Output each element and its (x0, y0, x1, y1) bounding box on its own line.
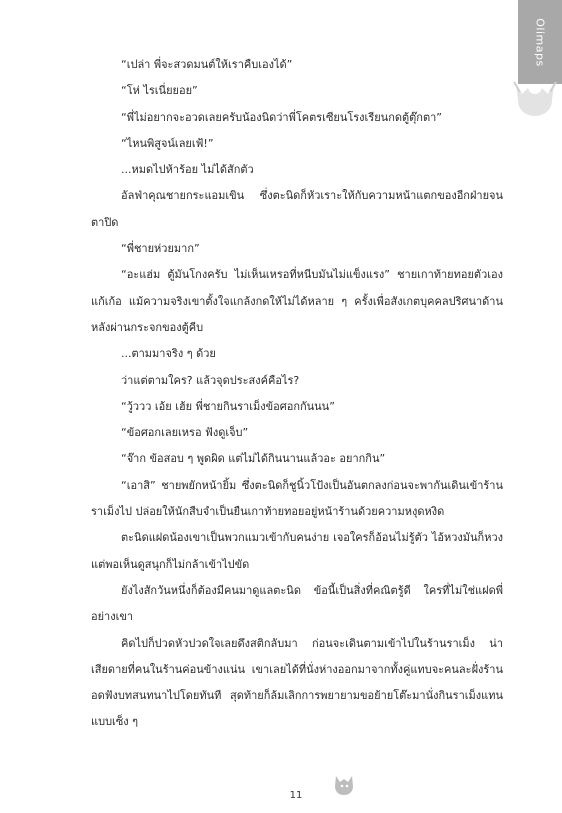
brand-side-tab-label: Olimaps (533, 17, 547, 67)
paragraph: คิดไปก็ปวดหัวปวดใจเลยดึงสติกลับมา ก่อนจะเดินตามเข้าไปในร้านราเม็ง น่าเสียดายที่คนในร้านค่อนข้างแน่น เขาเลยได้ที่นั่งห่างออกมาจากทั้งคู่แทบจะคนละฝั่งร้าน อดฟังบทสนทนาไปโดยทันที สุดท้ายก็ล้มเลิกการพยายามขอย้ายโต๊ะมานั่งกินราเม็งแทนแบบเซ็ง ๆ (91, 636, 503, 729)
paragraph: “เอาสิ” ชายพยักหน้ายิ้ม ซึ่งตะนิดก็ชูนิ้วโป้งเป็นอันตกลงก่อนจะพากันเดินเข้าร้านราเม็งไป ปล่อยให้นักสืบจำเป็นยืนเกาท้ายทอยอยู่หน้าร้านด้วยความหงุดหงิด (91, 478, 503, 519)
paragraph: “วู้ววว เอ้ย เฮ้ย พี่ชายกินราเม็งข้อศอกกันนน” (121, 399, 335, 413)
page-footer (0, 772, 562, 812)
paragraph: ...หมดไปห้าร้อย ไม่ได้สักตัว (121, 163, 254, 177)
paragraph: “ข้อศอกเลยเหรอ ฟังดูเจ็บ” (121, 426, 249, 440)
cat-icon (332, 772, 358, 796)
paragraph: “โห่ ไรเนี่ยยอย” (121, 84, 198, 98)
paragraph: “เปล่า พี่จะสวดมนต์ให้เราคืบเองได้” (121, 58, 293, 71)
cat-silhouette-icon (508, 78, 562, 118)
paragraph: “ไหนพิสูจน์เลยเฟ้!” (121, 136, 214, 150)
story-text (91, 52, 503, 736)
paragraph: “พี่ไม่อยากจะอวดเลยครับน้องนิดว่าพี่โคตรเซียนโรงเรียนกดตู้ตุ๊กตา” (121, 110, 442, 124)
paragraph: ยังไงสักวันหนึ่งก็ต้องมีคนมาดูแลตะนิด ข้อนี้เป็นสิ่งที่คณิตรู้ดี ใครที่ไม่ใช่แฝดพี่อย่างเขา (91, 583, 503, 624)
paragraph: ว่าแต่ตามใคร? แล้วจุดประสงค์คือไร? (121, 373, 300, 387)
paragraph: ตะนิดแฝดน้องเขาเป็นพวกแมวเข้ากับคนง่าย เจอใครก็อ้อนไม่รู้ตัว ไอ้หวงมันก็หวง แต่พอเห็นดูสนุกก็ไม่กล้าเข้าไปขัด (91, 531, 503, 571)
paragraph: “จ๊าก ข้อสอบ ๆ พูดผิด แต่ไม่ได้กินนานแล้วอะ อยากกิน” (121, 452, 386, 466)
paragraph: อัลฟ่าคุณชายกระแอมเขิน ซึ่งตะนิดก็หัวเราะให้กับความหน้าแตกของอีกฝ่ายจนตาปิด (91, 189, 503, 229)
paragraph: “อะแฮ่ม ตู้มันโกงครับ ไม่เห็นเหรอที่หนีบมันไม่แข็งแรง” ชายเกาท้ายทอยตัวเองแก้เก้อ แม้ความจริงเขาตั้งใจแกล้งกดให้ไม่ได้หลาย ๆ ครั้งเพื่อสังเกตบุคคลปริศนาด้านหลังผ่านกระจกของตู้คีบ (91, 268, 503, 334)
page-number: 11 (289, 790, 303, 801)
paragraph: “พี่ชายห่วยมาก” (121, 242, 200, 256)
brand-side-tab-label-wrap (518, 0, 562, 84)
paragraph: ...ตามมาจริง ๆ ด้วย (121, 347, 216, 361)
